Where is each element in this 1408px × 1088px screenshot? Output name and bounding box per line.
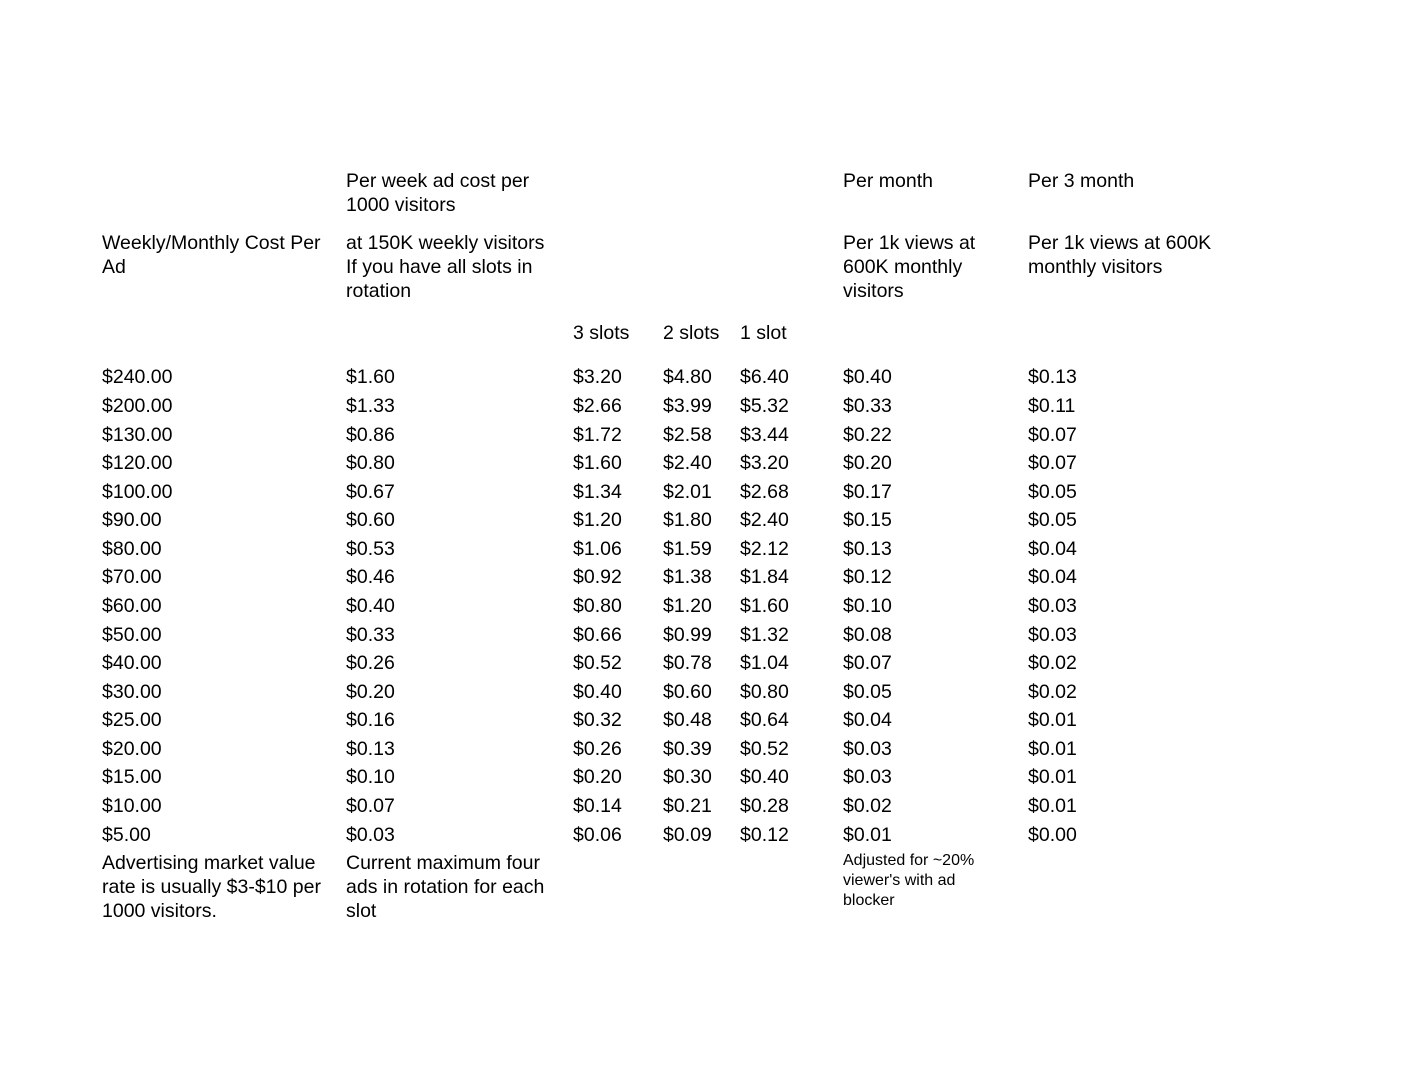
cell-per-1000: $0.67 bbox=[346, 481, 395, 503]
cell-per-3-month: $0.05 bbox=[1028, 481, 1077, 503]
cell-2-slots: $3.99 bbox=[663, 395, 712, 417]
table-row bbox=[0, 508, 1408, 536]
table-row bbox=[0, 480, 1408, 508]
cell-per-3-month: $0.04 bbox=[1028, 538, 1077, 560]
cell-per-3-month: $0.01 bbox=[1028, 709, 1077, 731]
cell-per-month: $0.13 bbox=[843, 538, 892, 560]
header-per1k-month-line1: Per 1k views at bbox=[843, 232, 976, 254]
cell-per-3-month: $0.04 bbox=[1028, 566, 1077, 588]
header-per1k-month-line3: visitors bbox=[843, 280, 904, 302]
cell-per-1000: $1.60 bbox=[346, 366, 395, 388]
cell-weekly-cost: $40.00 bbox=[102, 652, 162, 674]
cell-per-month: $0.08 bbox=[843, 624, 892, 646]
cell-per-1000: $0.33 bbox=[346, 624, 395, 646]
cell-2-slots: $1.38 bbox=[663, 566, 712, 588]
cell-weekly-cost: $80.00 bbox=[102, 538, 162, 560]
cell-per-1000: $1.33 bbox=[346, 395, 395, 417]
cell-per-1000: $0.07 bbox=[346, 795, 395, 817]
cell-per-1000: $0.16 bbox=[346, 709, 395, 731]
cell-3-slots: $3.20 bbox=[573, 366, 622, 388]
header-150k-line2: If you have all slots in bbox=[346, 256, 533, 278]
note-adblock-line1: Adjusted for ~20% bbox=[843, 852, 975, 869]
table-row bbox=[0, 651, 1408, 679]
cell-per-1000: $0.86 bbox=[346, 424, 395, 446]
cell-2-slots: $0.09 bbox=[663, 824, 712, 846]
cell-3-slots: $0.14 bbox=[573, 795, 622, 817]
cell-per-month: $0.02 bbox=[843, 795, 892, 817]
cell-2-slots: $0.60 bbox=[663, 681, 712, 703]
cell-weekly-cost: $130.00 bbox=[102, 424, 173, 446]
cell-per-month: $0.01 bbox=[843, 824, 892, 846]
cell-weekly-cost: $90.00 bbox=[102, 509, 162, 531]
cell-per-month: $0.10 bbox=[843, 595, 892, 617]
header-per-week-line2: 1000 visitors bbox=[346, 194, 456, 216]
cell-per-1000: $0.13 bbox=[346, 738, 395, 760]
cell-2-slots: $0.78 bbox=[663, 652, 712, 674]
header-per1k-3month-line2: monthly visitors bbox=[1028, 256, 1163, 278]
cell-1-slot: $0.64 bbox=[740, 709, 789, 731]
cell-per-1000: $0.20 bbox=[346, 681, 395, 703]
table-row bbox=[0, 794, 1408, 822]
note-adblock-line2: viewer's with ad bbox=[843, 872, 956, 889]
table-row bbox=[0, 365, 1408, 393]
cell-3-slots: $0.32 bbox=[573, 709, 622, 731]
header-3-slots: 3 slots bbox=[573, 322, 630, 344]
cell-3-slots: $1.60 bbox=[573, 452, 622, 474]
cell-per-month: $0.15 bbox=[843, 509, 892, 531]
cell-per-3-month: $0.01 bbox=[1028, 738, 1077, 760]
note-market-value-line3: 1000 visitors. bbox=[102, 900, 217, 922]
cell-2-slots: $2.58 bbox=[663, 424, 712, 446]
header-per-3-month: Per 3 month bbox=[1028, 170, 1135, 192]
cell-weekly-cost: $25.00 bbox=[102, 709, 162, 731]
table-row bbox=[0, 680, 1408, 708]
header-per1k-3month-line1: Per 1k views at 600K bbox=[1028, 232, 1212, 254]
table-row bbox=[0, 623, 1408, 651]
cell-2-slots: $2.40 bbox=[663, 452, 712, 474]
cell-2-slots: $1.59 bbox=[663, 538, 712, 560]
cell-1-slot: $2.12 bbox=[740, 538, 789, 560]
cell-2-slots: $1.20 bbox=[663, 595, 712, 617]
cell-1-slot: $1.04 bbox=[740, 652, 789, 674]
cell-1-slot: $6.40 bbox=[740, 366, 789, 388]
cell-1-slot: $1.32 bbox=[740, 624, 789, 646]
cell-per-month: $0.05 bbox=[843, 681, 892, 703]
cell-per-month: $0.40 bbox=[843, 366, 892, 388]
cell-3-slots: $1.72 bbox=[573, 424, 622, 446]
table-row bbox=[0, 737, 1408, 765]
cell-3-slots: $0.52 bbox=[573, 652, 622, 674]
cell-per-1000: $0.10 bbox=[346, 766, 395, 788]
cell-1-slot: $3.20 bbox=[740, 452, 789, 474]
cell-weekly-cost: $50.00 bbox=[102, 624, 162, 646]
cell-per-1000: $0.46 bbox=[346, 566, 395, 588]
cell-weekly-cost: $60.00 bbox=[102, 595, 162, 617]
cell-1-slot: $3.44 bbox=[740, 424, 789, 446]
cell-2-slots: $0.39 bbox=[663, 738, 712, 760]
cell-per-month: $0.33 bbox=[843, 395, 892, 417]
cell-per-3-month: $0.11 bbox=[1028, 395, 1076, 417]
cell-per-1000: $0.80 bbox=[346, 452, 395, 474]
header-weekly-monthly-line1: Weekly/Monthly Cost Per bbox=[102, 232, 321, 254]
header-150k-line3: rotation bbox=[346, 280, 412, 302]
note-max-four-line3: slot bbox=[346, 900, 377, 922]
cell-3-slots: $2.66 bbox=[573, 395, 622, 417]
cell-1-slot: $1.84 bbox=[740, 566, 789, 588]
cell-per-3-month: $0.07 bbox=[1028, 424, 1077, 446]
cell-3-slots: $0.66 bbox=[573, 624, 622, 646]
cell-weekly-cost: $120.00 bbox=[102, 452, 173, 474]
cell-per-1000: $0.40 bbox=[346, 595, 395, 617]
header-per-week-line1: Per week ad cost per bbox=[346, 170, 530, 192]
header-2-slots: 2 slots bbox=[663, 322, 720, 344]
cell-per-month: $0.07 bbox=[843, 652, 892, 674]
cell-3-slots: $0.40 bbox=[573, 681, 622, 703]
cell-per-month: $0.04 bbox=[843, 709, 892, 731]
cell-per-month: $0.20 bbox=[843, 452, 892, 474]
note-market-value-line1: Advertising market value bbox=[102, 852, 316, 874]
table-row bbox=[0, 451, 1408, 479]
cell-weekly-cost: $5.00 bbox=[102, 824, 151, 846]
header-per1k-month-line2: 600K monthly bbox=[843, 256, 963, 278]
table-row bbox=[0, 394, 1408, 422]
table-row bbox=[0, 423, 1408, 451]
note-max-four-line2: ads in rotation for each bbox=[346, 876, 545, 898]
cell-per-3-month: $0.03 bbox=[1028, 624, 1077, 646]
cell-per-3-month: $0.02 bbox=[1028, 652, 1077, 674]
cell-per-month: $0.12 bbox=[843, 566, 892, 588]
cell-1-slot: $0.52 bbox=[740, 738, 789, 760]
table-row bbox=[0, 565, 1408, 593]
cell-3-slots: $1.06 bbox=[573, 538, 622, 560]
cell-weekly-cost: $10.00 bbox=[102, 795, 162, 817]
cell-weekly-cost: $30.00 bbox=[102, 681, 162, 703]
table-row bbox=[0, 537, 1408, 565]
cell-per-3-month: $0.01 bbox=[1028, 766, 1077, 788]
header-per-month: Per month bbox=[843, 170, 933, 192]
note-market-value-line2: rate is usually $3-$10 per bbox=[102, 876, 321, 898]
cell-weekly-cost: $240.00 bbox=[102, 366, 173, 388]
cell-per-1000: $0.26 bbox=[346, 652, 395, 674]
cell-1-slot: $0.40 bbox=[740, 766, 789, 788]
cell-weekly-cost: $200.00 bbox=[102, 395, 173, 417]
cell-3-slots: $1.20 bbox=[573, 509, 622, 531]
cell-3-slots: $0.92 bbox=[573, 566, 622, 588]
cell-2-slots: $2.01 bbox=[663, 481, 712, 503]
header-1-slot: 1 slot bbox=[740, 322, 787, 344]
cell-per-3-month: $0.13 bbox=[1028, 366, 1077, 388]
cell-2-slots: $0.21 bbox=[663, 795, 712, 817]
cell-per-month: $0.03 bbox=[843, 738, 892, 760]
cell-1-slot: $5.32 bbox=[740, 395, 789, 417]
cell-1-slot: $0.28 bbox=[740, 795, 789, 817]
cell-1-slot: $0.12 bbox=[740, 824, 789, 846]
cell-per-month: $0.03 bbox=[843, 766, 892, 788]
cell-3-slots: $0.80 bbox=[573, 595, 622, 617]
cell-weekly-cost: $20.00 bbox=[102, 738, 162, 760]
cell-per-3-month: $0.00 bbox=[1028, 824, 1077, 846]
cell-per-3-month: $0.02 bbox=[1028, 681, 1077, 703]
cell-per-1000: $0.60 bbox=[346, 509, 395, 531]
cell-per-3-month: $0.01 bbox=[1028, 795, 1077, 817]
table-row bbox=[0, 765, 1408, 793]
cell-per-month: $0.22 bbox=[843, 424, 892, 446]
cell-2-slots: $0.48 bbox=[663, 709, 712, 731]
table-row bbox=[0, 823, 1408, 851]
cell-1-slot: $2.40 bbox=[740, 509, 789, 531]
cell-1-slot: $0.80 bbox=[740, 681, 789, 703]
cell-per-3-month: $0.03 bbox=[1028, 595, 1077, 617]
cell-per-3-month: $0.07 bbox=[1028, 452, 1077, 474]
cell-2-slots: $1.80 bbox=[663, 509, 712, 531]
cell-per-1000: $0.53 bbox=[346, 538, 395, 560]
table-row bbox=[0, 594, 1408, 622]
table-row bbox=[0, 708, 1408, 736]
note-max-four-line1: Current maximum four bbox=[346, 852, 540, 874]
cell-2-slots: $0.30 bbox=[663, 766, 712, 788]
cell-per-1000: $0.03 bbox=[346, 824, 395, 846]
cell-2-slots: $0.99 bbox=[663, 624, 712, 646]
cell-3-slots: $1.34 bbox=[573, 481, 622, 503]
cell-2-slots: $4.80 bbox=[663, 366, 712, 388]
cell-3-slots: $0.06 bbox=[573, 824, 622, 846]
cell-weekly-cost: $70.00 bbox=[102, 566, 162, 588]
cell-per-3-month: $0.05 bbox=[1028, 509, 1077, 531]
cell-weekly-cost: $15.00 bbox=[102, 766, 162, 788]
cell-1-slot: $1.60 bbox=[740, 595, 789, 617]
header-weekly-monthly-line2: Ad bbox=[102, 256, 126, 278]
cell-1-slot: $2.68 bbox=[740, 481, 789, 503]
note-adblock-line3: blocker bbox=[843, 892, 895, 909]
cell-per-month: $0.17 bbox=[843, 481, 892, 503]
cell-weekly-cost: $100.00 bbox=[102, 481, 173, 503]
cell-3-slots: $0.26 bbox=[573, 738, 622, 760]
cell-3-slots: $0.20 bbox=[573, 766, 622, 788]
header-150k-line1: at 150K weekly visitors bbox=[346, 232, 545, 254]
